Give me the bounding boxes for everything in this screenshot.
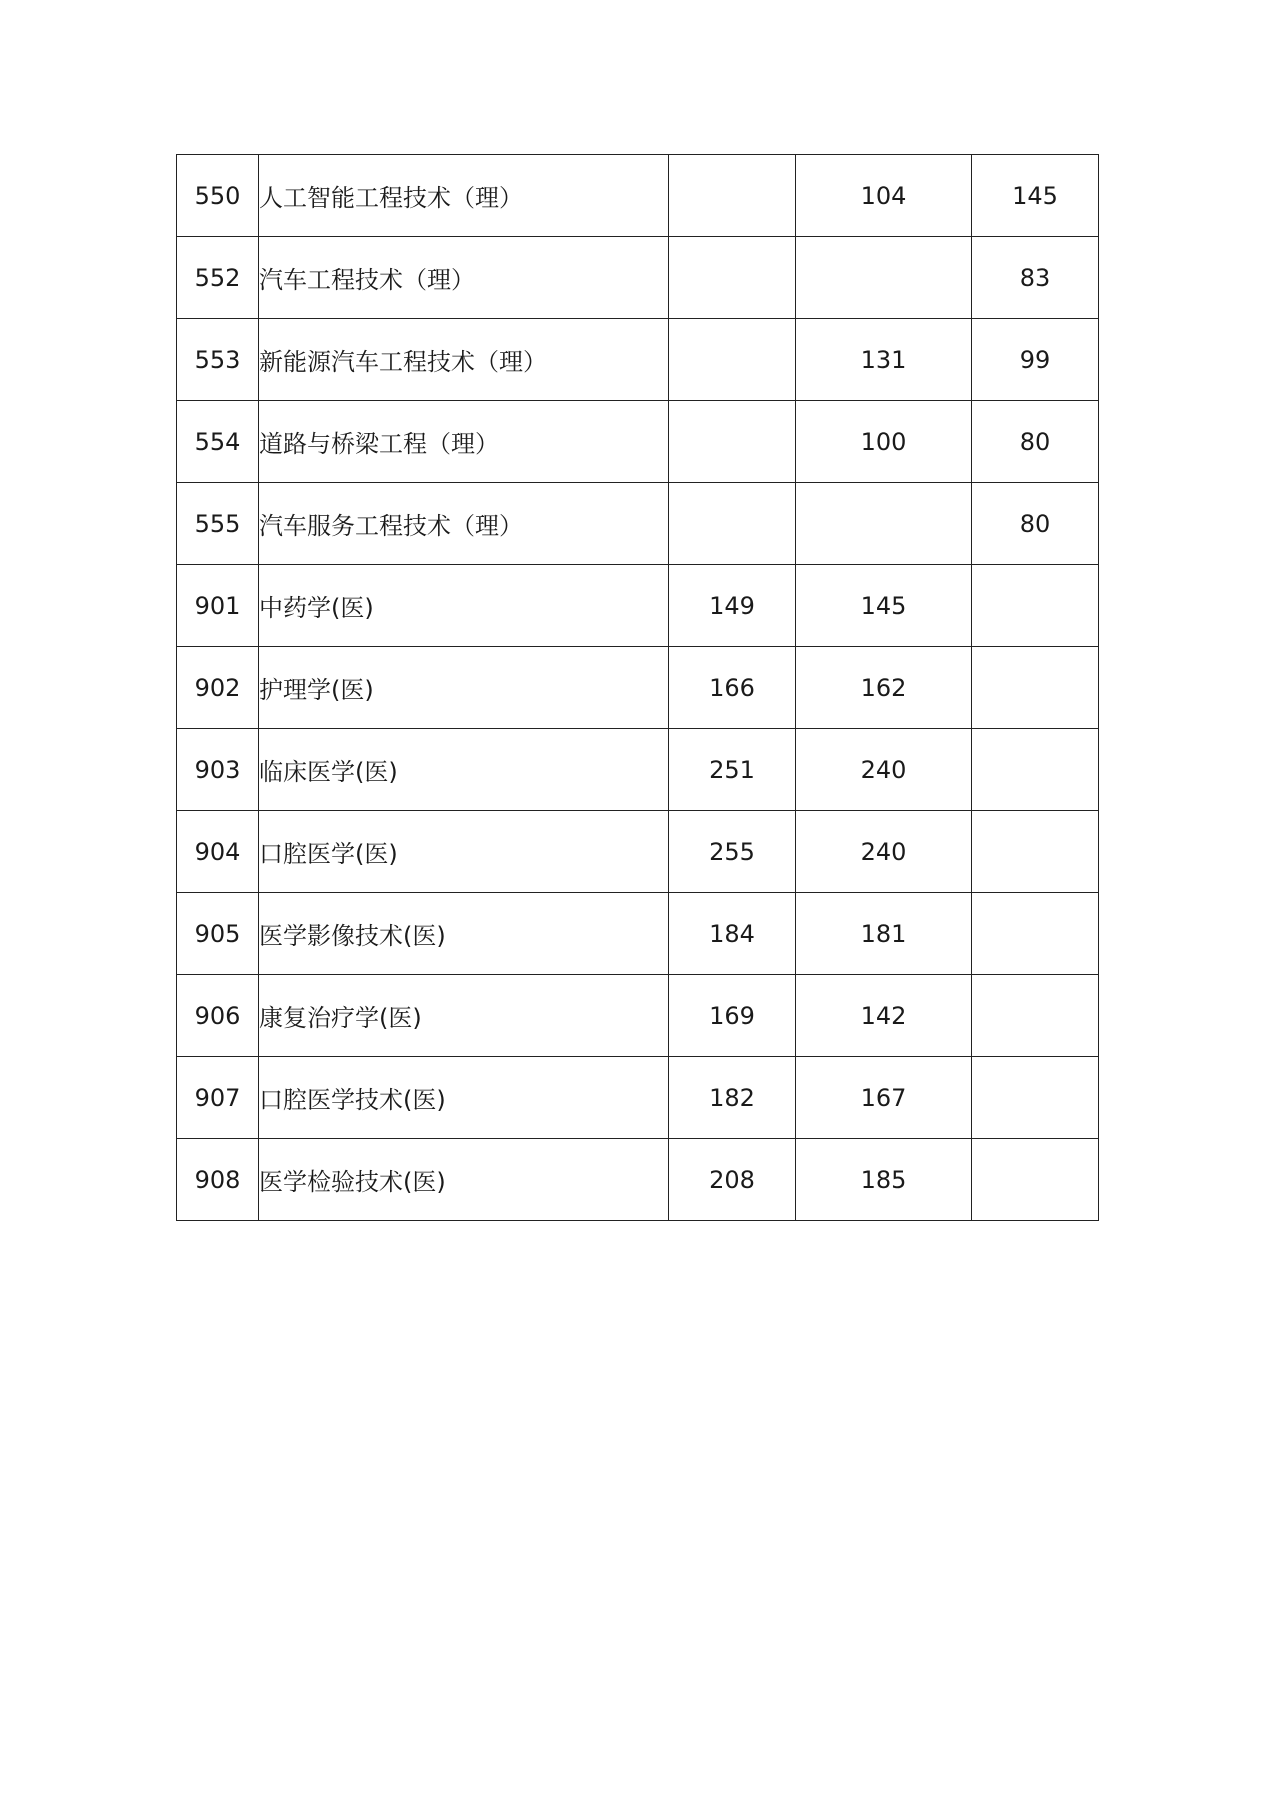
major-code-cell: 902 (177, 647, 259, 729)
score-col-3-cell: 80 (972, 483, 1099, 565)
score-col-3-cell: 99 (972, 319, 1099, 401)
score-col-2-cell: 167 (796, 1057, 972, 1139)
table-row (177, 483, 1099, 565)
table-row (177, 155, 1099, 237)
table-row (177, 729, 1099, 811)
major-code-cell: 550 (177, 155, 259, 237)
major-code-cell: 908 (177, 1139, 259, 1221)
score-table-container (176, 154, 1099, 1221)
major-code-cell: 904 (177, 811, 259, 893)
score-col-3-cell (972, 811, 1099, 893)
score-col-2-cell: 100 (796, 401, 972, 483)
score-col-3-cell (972, 975, 1099, 1057)
major-code-cell: 554 (177, 401, 259, 483)
major-name-cell: 人工智能工程技术（理） (259, 155, 669, 237)
score-col-1-cell: 166 (669, 647, 796, 729)
major-name-cell: 道路与桥梁工程（理） (259, 401, 669, 483)
major-name-cell: 口腔医学(医) (259, 811, 669, 893)
table-row (177, 401, 1099, 483)
table-row (177, 975, 1099, 1057)
major-name-cell: 汽车工程技术（理） (259, 237, 669, 319)
major-code-cell: 553 (177, 319, 259, 401)
score-col-2-cell: 162 (796, 647, 972, 729)
score-col-1-cell: 255 (669, 811, 796, 893)
score-col-1-cell: 208 (669, 1139, 796, 1221)
major-name-cell: 康复治疗学(医) (259, 975, 669, 1057)
score-table-body (177, 155, 1099, 1221)
score-col-2-cell: 181 (796, 893, 972, 975)
table-row (177, 319, 1099, 401)
score-col-2-cell: 142 (796, 975, 972, 1057)
score-col-2-cell: 104 (796, 155, 972, 237)
major-code-cell: 903 (177, 729, 259, 811)
table-row (177, 893, 1099, 975)
score-col-3-cell (972, 893, 1099, 975)
score-col-1-cell (669, 319, 796, 401)
major-name-cell: 口腔医学技术(医) (259, 1057, 669, 1139)
major-code-cell: 906 (177, 975, 259, 1057)
score-col-3-cell: 145 (972, 155, 1099, 237)
major-code-cell: 901 (177, 565, 259, 647)
score-col-2-cell: 240 (796, 811, 972, 893)
major-name-cell: 医学检验技术(医) (259, 1139, 669, 1221)
score-col-2-cell (796, 237, 972, 319)
major-name-cell: 中药学(医) (259, 565, 669, 647)
major-name-cell: 汽车服务工程技术（理） (259, 483, 669, 565)
score-col-2-cell: 131 (796, 319, 972, 401)
score-col-2-cell: 185 (796, 1139, 972, 1221)
table-row (177, 565, 1099, 647)
score-col-1-cell (669, 401, 796, 483)
table-row (177, 1057, 1099, 1139)
score-col-3-cell: 83 (972, 237, 1099, 319)
score-col-2-cell: 145 (796, 565, 972, 647)
score-col-1-cell: 184 (669, 893, 796, 975)
score-col-3-cell: 80 (972, 401, 1099, 483)
major-name-cell: 医学影像技术(医) (259, 893, 669, 975)
score-col-1-cell: 169 (669, 975, 796, 1057)
score-col-1-cell (669, 155, 796, 237)
score-table (176, 154, 1099, 1221)
score-col-1-cell: 251 (669, 729, 796, 811)
score-col-1-cell (669, 237, 796, 319)
table-row (177, 237, 1099, 319)
major-code-cell: 905 (177, 893, 259, 975)
table-row (177, 1139, 1099, 1221)
major-name-cell: 护理学(医) (259, 647, 669, 729)
table-row (177, 811, 1099, 893)
score-col-3-cell (972, 1057, 1099, 1139)
major-name-cell: 临床医学(医) (259, 729, 669, 811)
score-col-2-cell (796, 483, 972, 565)
score-col-2-cell: 240 (796, 729, 972, 811)
score-col-1-cell (669, 483, 796, 565)
major-code-cell: 555 (177, 483, 259, 565)
major-name-cell: 新能源汽车工程技术（理） (259, 319, 669, 401)
score-col-3-cell (972, 729, 1099, 811)
table-row (177, 647, 1099, 729)
score-col-3-cell (972, 647, 1099, 729)
major-code-cell: 907 (177, 1057, 259, 1139)
score-col-3-cell (972, 1139, 1099, 1221)
score-col-3-cell (972, 565, 1099, 647)
score-col-1-cell: 149 (669, 565, 796, 647)
major-code-cell: 552 (177, 237, 259, 319)
score-col-1-cell: 182 (669, 1057, 796, 1139)
